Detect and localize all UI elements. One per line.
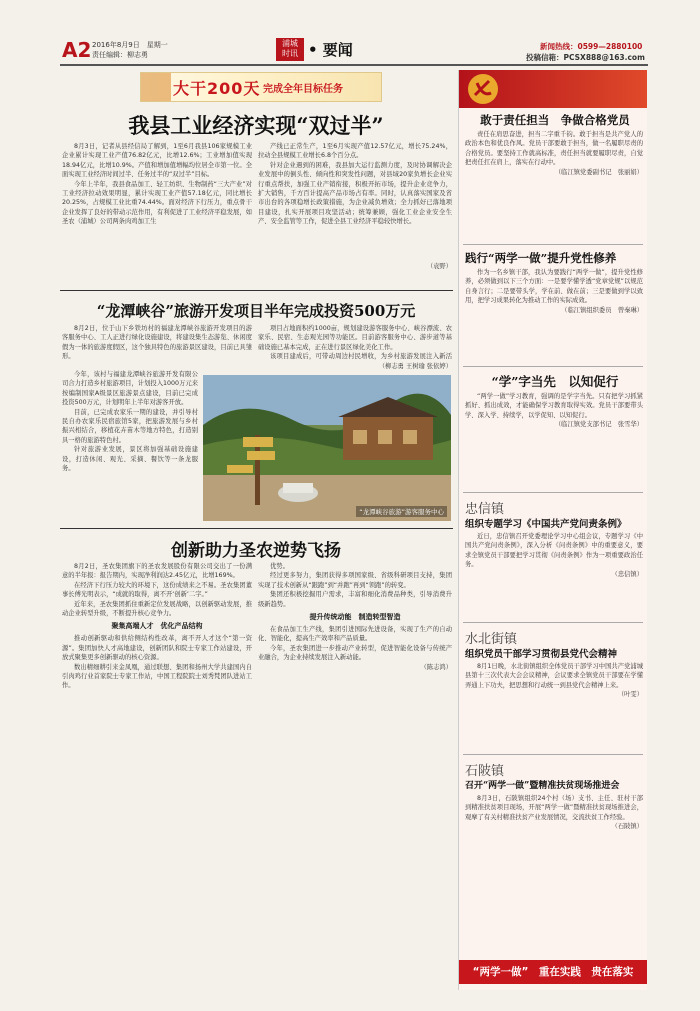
editor-line: 责任编辑：柳志勇 (92, 51, 148, 59)
article3-para: 8月2日，圣农集团旗下的圣农发展股份有限公司交出了一份满意的半年报：报告期内，实现净利润达2.45亿元，比增169%。 (62, 563, 252, 580)
article3-para: 在食品加工生产线，集团引进国际先进设备，实现了生产的自动化、智能化，提高生产效率和产品质量。 (258, 626, 452, 643)
town3-name: 石陂镇 (465, 764, 505, 779)
article3-para: 在经济下行压力较大的环境下，这份成绩来之不易。圣农集团董事长傅光明表示，“成就的取得，离不开‘创新’二字。” (62, 581, 252, 599)
town3-title: 召开“两学一做”暨精准扶贫现场推进会 (465, 781, 620, 791)
article3-col1 (62, 562, 252, 992)
article3-para: 近年来，圣农集团抓住重新定位发展战略，以创新驱动发展，推动企业转型升级，不断提升核心竞争力。 (62, 600, 252, 618)
logo-bottom: 时讯 (282, 49, 298, 58)
article3-byline: （陈志鸿） (420, 663, 452, 671)
photo-caption: “龙潭峡谷旅游”游客服务中心 (356, 506, 447, 517)
article3-para: 经过更多努力，集团获得多项国家级、省级科研项目支持，集团实现了技术创新从“跟跑”到“并跑”再到“领跑”的转变。 (258, 572, 452, 589)
right-top-title: 敢于责任担当 争做合格党员 (480, 113, 630, 127)
article2-para: 8月2日，位于山下乡铁坊村的福建龙潭峡谷旅游开发项目的游客服务中心、工人正进行绿化设施建设，将建设集生态游览、休闲度假为一体的旅游度假区，这个独具特色的旅游景区建设，目前已具雏形。 (62, 325, 252, 361)
right-para: “两学一做”学习教育，强调的是学字当先。只有把学习抓紧抓好、抓出成效，才能确保学习教育取得实效。党员干部要带头学、深入学、持续学，以学促知、以知促行。 (465, 393, 643, 419)
right-sig: （临江镇组织委员 曾秦琳） (561, 306, 643, 314)
article1-col1 (62, 142, 252, 284)
article1-title: 我县工业经济实现“双过半” (128, 113, 384, 138)
article2-para: 今年，该村与福建龙潭峡谷旅游开发有限公司合力打造乡村旅游项目，计划投入1000万元来按编制国家A级景区旅游景点建设，目前已完成投资500万元，计划明年上半年对游客开放。 (62, 371, 198, 407)
article1-byline: （袁野） (258, 262, 452, 271)
town1-body (465, 532, 643, 620)
divider (60, 528, 453, 529)
article2-para: 目前，已完成农家乐一期的建设，并引导村民自办农家乐民宿旅馆5家，把旅游发展与乡村振兴相结合，移植花卉苗木等地方特色，打造别具一格的旅游特色村。 (62, 408, 198, 444)
article2-title: “龙潭峡谷”旅游开发项目半年完成投资500万元 (96, 302, 416, 320)
party-header-image (459, 70, 647, 108)
town2-title: 组织党员干部学习贯彻县党代会精神 (465, 649, 618, 660)
article2-para: 该项目建成后，可带动周边村民增收，为乡村旅游发展注入新活 (270, 353, 452, 361)
right-sig: （叶雯） (617, 691, 643, 699)
article2-col1-left (62, 370, 198, 530)
bottom-slogan-banner: “两学一做” 重在实践 贵在落实 (459, 960, 647, 984)
photo-scene (203, 375, 451, 521)
right-top-body (465, 130, 643, 242)
article2-para: 项目占地面积约1000亩，规划建设游客服务中心、峡谷漂流、农家乐、民宿、生态观光园等功能区。目前游客服务中心、游步道等基础设施已基本完成，正在进行景区绿化美化工作。 (258, 325, 452, 351)
page-code: A2 (62, 38, 92, 62)
article3-col2 (258, 562, 452, 992)
header-rule (60, 64, 648, 66)
town3-body (465, 794, 643, 950)
article1-para: 今年上半年，我县食品加工、轻工纺织、生物制药“三大产业”对工业经济拉动效果明显，累计实现工业产值57.18亿元，同比增长20.25%，占规模工业比重74.44%。面对经济下行压力，重点骨干企业发挥了良好的带动示范作用，有利促进了工业经济平稳发展，如圣农（浦城）公司两条肉鸡加工生 (62, 180, 252, 226)
town1-name: 忠信镇 (465, 502, 505, 517)
right-mid-body (465, 268, 643, 364)
article1-para: 针对企业遇到的困难，我县加大运行监测力度，及时协调解决企业发展中的倒头性、倾向性和突发性问题，对县域20家负增长企业实行重点帮扶，加强工业产销衔接，积极开拓市场，提升企业竞争力，扩大销售，千方百计提高产品市场占有率。同时，认真落实国家及省市出台的各项稳增长政策措施，为企业减负增效；全力抓好已落地项目建设，扎实开展项目攻坚活动；统筹兼顾，强化工业企业安全生产、安全监管等工作，促进全县工业经济平稳较快增长。 (258, 161, 452, 226)
paper-logo (276, 38, 304, 61)
news-hotline: 新闻热线：0599—2880100 (540, 42, 643, 51)
divider (60, 290, 453, 291)
town1-title: 组织专题学习《中国共产党问责条例》 (465, 519, 627, 530)
party-emblem-icon (465, 71, 501, 107)
date-line: 2016年8月9日 星期一 (92, 41, 168, 49)
banner-text-big: 大干200天 (173, 79, 261, 98)
article2-byline: （柳志勇 王树瑜 张依婷） (258, 362, 452, 371)
right-para: 8月3日，石陂镇组织24个村（场）支书、主任、驻村干部到精准扶贫项目现场，开展“两学一做”暨精准扶贫现场推进会，观摩了有关村精准扶贫产业发展情况，交流扶贫工作经验。 (465, 795, 643, 821)
logo-top: 浦城 (282, 39, 298, 48)
divider (463, 244, 643, 245)
right-para: 近日，忠信镇召开党委理论学习中心组会议，专题学习《中国共产党问责条例》，深入分析《问责条例》中的重要意义，要求全镇党员干部要把学习贯彻《问责条例》作为一项重要政治任务。 (465, 533, 643, 569)
article3-para: 数出精细耕引来金凤凰，通过联想、集团和扬州大学共建国内自引肉鸡行业首家院士专家工作站，中国工程院院士刘秀梵团队进站工作。 (62, 663, 252, 690)
town2-body (465, 662, 643, 752)
right-third-title: “学”字当先 以知促行 (491, 374, 619, 389)
article3-para: 优势。 (270, 563, 289, 570)
right-column (458, 70, 647, 990)
article3-para: 今年，圣农集团进一步推动产业转型，促进智能化设备与传统产业融合，为企业持续发展注入新动能。 (258, 644, 452, 662)
right-sig: （忠信镇） (611, 570, 643, 578)
right-mid-title: 践行“两学一做”提升党性修养 (465, 251, 617, 265)
right-para: 责任在肩思奋进，担当二字重千钧。敢于担当是共产党人的政治本色和优良作风。党员干部要敢于担当，做一名履职尽责的合格党员。要坚持工作就高标准，责任担当就要履职尽责，自觉把责任扛在肩上，落实在行动中。 (465, 131, 643, 167)
right-para: 作为一名乡镇干部，我认为要践行“两学一做”，提升党性修养，必须做到以下三个方面：一是要学懂学透“党章党规”以规范自身言行；二是要带头学，学在前、做在前；三是要做到学以致用，把学习成果转化为推动工作的实际成效。 (465, 269, 643, 305)
article1-para: 产线已正常生产，1至6月实现产值12.57亿元，增长75.24%，拉动全县规模工业增长6.8个百分点。 (258, 143, 452, 160)
campaign-banner (140, 72, 382, 102)
town2-name: 水北街镇 (465, 632, 518, 647)
contribution-email: 投稿信箱：PCSX888@163.com (526, 53, 645, 62)
article2-para: 针对旅游业发展，景区将加强基础设施建设，打造休闲、观光、采摘、餐饮等一条龙服务。 (62, 446, 198, 473)
divider (463, 754, 643, 755)
right-para: 8月1日晚，水北街镇组织全体党员干部学习中国共产党浦城县第十三次代表大会会议精神，会议要求全镇党员干部要在学懂弄通上下功夫，把思想和行动统一到县党代会精神上来。 (465, 663, 643, 689)
article1-para: 8月3日，记者从县经信局了解到，1至6月我县106家规模工业企业累计实现工业产值76.82亿元，比增12.6%；工业增加值实现18.94亿元，比增10.9%。产值和增加值增幅均位居全市第一位。全面实现工业经济时间过半、任务过半的“双过半”目标。 (62, 143, 252, 179)
article3-para: 集团还积极挖掘用户需求，丰富和细化消费品种类，引导消费升级新趋势。 (258, 591, 452, 608)
divider (463, 366, 643, 367)
right-sig: （临江镇党委副书记 张丽娟） (554, 168, 643, 176)
right-third-body (465, 392, 643, 488)
right-sig: （临江镇党支部书记 张雪华） (554, 421, 643, 429)
banner-decor (141, 73, 171, 101)
tourism-photo (203, 375, 451, 521)
article3-subheading: 提升传统动能 制造转型智造 (309, 613, 401, 622)
banner-text-small: 完成全年目标任务 (263, 84, 343, 95)
right-sig: （石陂镇） (611, 823, 643, 831)
section-title: • 要闻 (308, 41, 353, 59)
divider (463, 622, 643, 623)
divider (463, 492, 643, 493)
article3-title: 创新助力圣农逆势飞扬 (171, 541, 341, 561)
page-header (0, 0, 700, 68)
article3-subheading: 聚集高端人才 优化产品结构 (111, 622, 203, 631)
article3-para: 推动创新驱动和供给侧结构性改革，离不开人才这个“第一资源”。集团加快人才高地建设，创新团队和院士专家工作站建设，开放式聚集更多创新驱动的核心资源。 (62, 635, 252, 662)
